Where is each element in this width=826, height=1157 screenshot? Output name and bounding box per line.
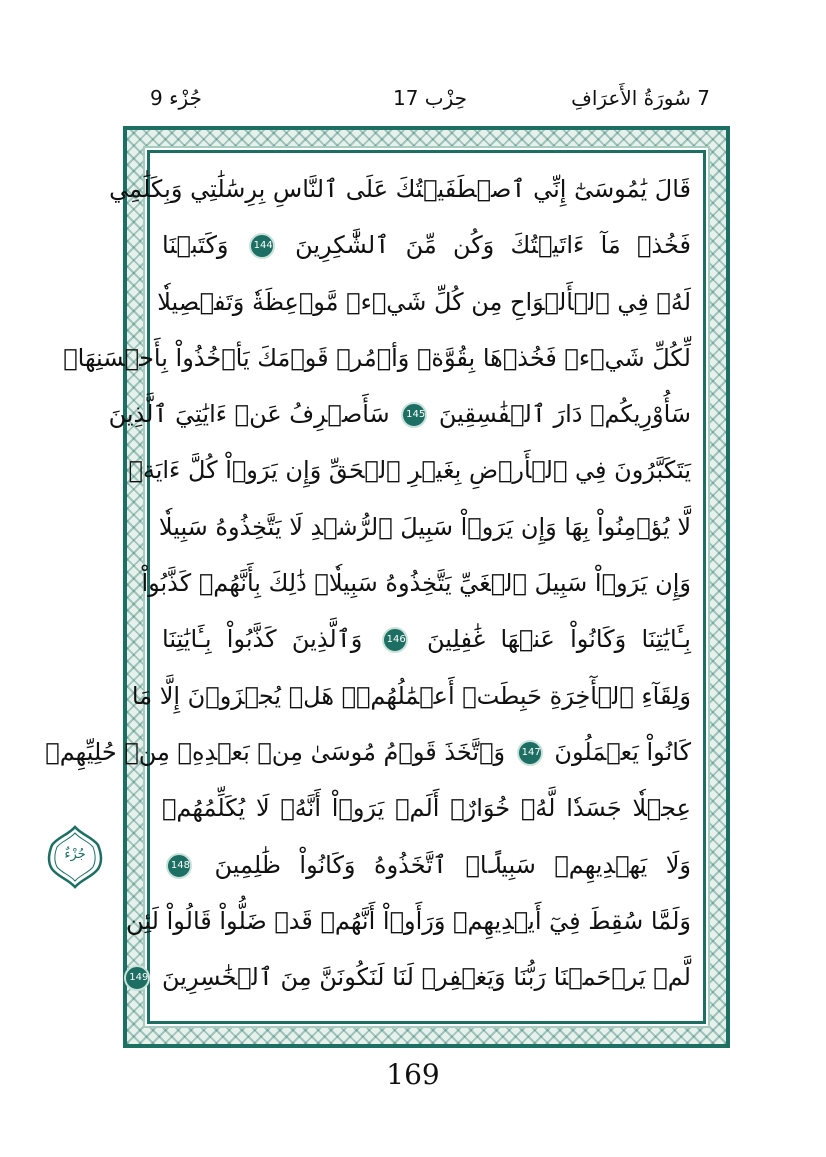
verse-text-continued: وَٱتَّخَذَ قَوۡمُ مُوسَىٰ مِنۢ بَعۡدِهِۦ مِنۡ حُلِيِّهِمۡ: [45, 737, 506, 766]
margin-juz-marker: [48, 825, 102, 889]
ayah-number-marker: 145: [401, 402, 427, 428]
ayah-number-marker: 146: [382, 627, 408, 653]
verse-text: وَإِن يَرَوۡاْ سَبِيلَ ٱلۡغَيِّ يَتَّخِذُوهُ سَبِيلٗاۚ ذَٰلِكَ بِأَنَّهُمۡ كَذَّبُواْ: [141, 569, 691, 598]
verse-text: كَانُواْ يَعۡمَلُونَ: [554, 737, 691, 766]
verse-text-continued: وَكَتَبۡنَا: [162, 231, 229, 260]
verse-text-continued: سَأَصۡرِفُ عَنۡ ءَايَٰتِيَ ٱلَّذِينَ: [108, 400, 390, 429]
page-header: [150, 86, 710, 122]
verse-text: عِجۡلٗا جَسَدٗا لَّهُۥ خُوَارٌۚ أَلَمۡ يَرَوۡاْ أَنَّهُۥ لَا يُكَلِّمُهُمۡ: [162, 794, 691, 823]
verse-line: [126, 893, 691, 949]
verse-text: لَّمۡ يَرۡحَمۡنَا رَبُّنَا وَيَغۡفِرۡ لَنَا لَنَكُونَنَّ مِنَ ٱلۡخَٰسِرِينَ: [162, 963, 691, 992]
verse-line: [129, 949, 691, 1005]
verse-line: [162, 780, 691, 836]
verse-line: [141, 555, 691, 611]
verse-line: [128, 442, 691, 498]
page-number: 169: [386, 1058, 440, 1091]
verse-line: [162, 837, 691, 893]
verse-text: بِـَٔايَٰتِنَا وَكَانُواْ عَنۡهَا غَٰفِلِينَ: [427, 625, 691, 654]
verse-text: قَالَ يَٰمُوسَىٰٓ إِنِّي ٱصۡطَفَيۡتُكَ عَلَى ٱلنَّاسِ بِرِسَٰلَٰتِي وَبِكَلَٰمِي: [109, 175, 691, 203]
verse-text: وَلَا يَهۡدِيهِمۡ سَبِيلًاۘ ٱتَّخَذُوهُ وَكَانُواْ ظَٰلِمِينَ: [214, 850, 691, 879]
verse-line: [162, 611, 691, 667]
verse-line: [108, 386, 691, 442]
juz-number: جُزْء 9: [150, 86, 202, 110]
verse-line: [45, 724, 691, 780]
verse-text: لِّكُلِّ شَيۡءٖ فَخُذۡهَا بِقُوَّةٖ وَأۡمُرۡ قَوۡمَكَ يَأۡخُذُواْ بِأَحۡسَنِهَاۚ: [63, 343, 691, 372]
ayah-number-marker: 148: [166, 853, 192, 879]
verse-line: [157, 274, 691, 330]
verse-line: [158, 499, 691, 555]
ayah-number-marker: 149: [124, 965, 150, 991]
verse-text: لَّا يُؤۡمِنُواْ بِهَا وَإِن يَرَوۡاْ سَبِيلَ ٱلرُّشۡدِ لَا يَتَّخِذُوهُ سَبِيلٗا: [158, 512, 691, 541]
verse-line: [63, 330, 691, 386]
verse-text: سَأُوْرِيكُمۡ دَارَ ٱلۡفَٰسِقِينَ: [438, 400, 691, 429]
verse-line: [131, 668, 691, 724]
verse-line: [109, 161, 691, 217]
ayah-number-marker: 144: [249, 233, 275, 259]
margin-juz-label: جُزْءٌ: [64, 847, 86, 862]
verse-text: وَلَمَّا سُقِطَ فِيٓ أَيۡدِيهِمۡ وَرَأَوۡاْ أَنَّهُمۡ قَدۡ ضَلُّواْ قَالُواْ لَئِن: [126, 906, 691, 935]
hizb-number: حِزْب 17: [392, 86, 468, 110]
verse-text-continued: وَٱلَّذِينَ كَذَّبُواْ بِـَٔايَٰتِنَا: [162, 625, 363, 654]
verse-text: لَهُۥ فِي ٱلۡأَلۡوَاحِ مِن كُلِّ شَيۡءٖ مَّوۡعِظَةٗ وَتَفۡصِيلٗا: [157, 287, 691, 316]
verse-text: يَتَكَبَّرُونَ فِي ٱلۡأَرۡضِ بِغَيۡرِ ٱلۡحَقِّ وَإِن يَرَوۡاْ كُلَّ ءَايَةٖ: [128, 456, 691, 485]
verse-text: وَلِقَآءِ ٱلۡأٓخِرَةِ حَبِطَتۡ أَعۡمَٰلُهُمۡۚ هَلۡ يُجۡزَوۡنَ إِلَّا مَا: [131, 681, 691, 710]
verse-text: فَخُذۡ مَآ ءَاتَيۡتُكَ وَكُن مِّنَ ٱلشَّٰكِرِينَ: [295, 231, 691, 260]
ayah-number-marker: 147: [517, 740, 543, 766]
verse-line: [162, 217, 691, 273]
surah-name: 7 سُورَةُ الأَعرَافِ: [571, 86, 710, 110]
